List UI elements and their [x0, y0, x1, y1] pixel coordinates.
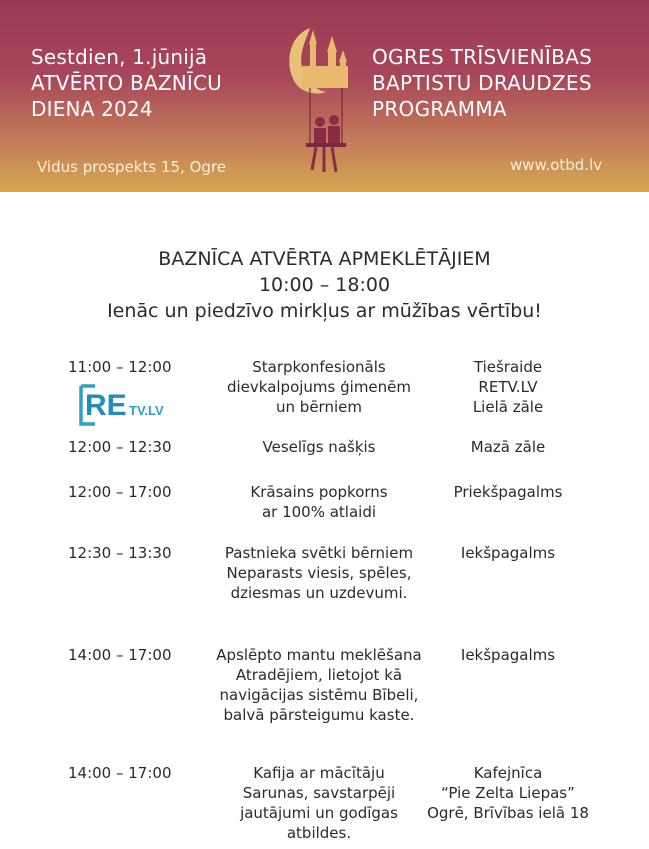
- activity-line: Apslēpto mantu meklēšana: [216, 646, 422, 664]
- activity-line: Pastnieka svētki bērniem: [224, 544, 414, 562]
- event-name-line1: ATVĒRTO BAZNĪCU: [31, 71, 222, 95]
- header-banner: [0, 0, 649, 192]
- retv-logo-main: RE: [85, 389, 127, 422]
- row-place: [418, 543, 598, 563]
- row-activity: [203, 357, 435, 417]
- intro-heading: BAZNĪCA ATVĒRTA APMEKLĒTĀJIEM: [158, 248, 491, 270]
- activity-line: Neparasts viesis, spēles,: [226, 564, 412, 582]
- row-place: [418, 482, 598, 502]
- row-place: [418, 763, 598, 823]
- retv-logo-sub: TV.LV: [129, 403, 164, 418]
- row-place: [418, 437, 598, 457]
- row-time: 14:00 – 17:00: [68, 646, 172, 664]
- intro-tagline: Ienāc un piedzīvo mirkļus ar mūžības vērtību!: [107, 300, 542, 322]
- activity-line: atbildes.: [286, 824, 352, 842]
- place-line: Lielā zāle: [472, 398, 544, 416]
- intro-hours: 10:00 – 18:00: [258, 274, 391, 296]
- row-time: 11:00 – 12:00: [68, 358, 172, 376]
- row-time: 12:00 – 17:00: [68, 483, 172, 501]
- activity-line: ar 100% atlaidi: [261, 503, 377, 521]
- program-title-line2: BAPTISTU DRAUDZES: [372, 71, 592, 95]
- row-time: 12:30 – 13:30: [68, 544, 172, 562]
- activity-line: Krāsains popkorns: [250, 483, 388, 501]
- event-date-title: [31, 44, 222, 122]
- row-time: 14:00 – 17:00: [68, 764, 172, 782]
- place-line: “Pie Zelta Liepas”: [441, 784, 575, 802]
- row-activity: [203, 437, 435, 457]
- activity-line: Sarunas, savstarpēji: [242, 784, 396, 802]
- website-link[interactable]: www.otbd.lv: [510, 156, 603, 174]
- row-place: [418, 645, 598, 665]
- activity-line: dziesmas un uzdevumi.: [230, 584, 408, 602]
- activity-line: Kafija ar mācītāju: [253, 764, 385, 782]
- activity-line: jautājumi un godīgas: [240, 804, 398, 822]
- activity-line: balvā pārsteigumu kaste.: [223, 706, 415, 724]
- place-line: Iekšpagalms: [460, 544, 556, 562]
- activity-line: navigācijas sistēmu Bībeli,: [219, 686, 419, 704]
- activity-line: Atradējiem, lietojot kā: [235, 666, 403, 684]
- event-name-line2: DIENA 2024: [31, 97, 153, 121]
- row-place: [418, 357, 598, 417]
- retv-logo-icon: [75, 380, 167, 430]
- opening-hours-intro: [0, 246, 649, 324]
- place-line: RETV.LV: [478, 378, 538, 396]
- row-activity: [203, 482, 435, 522]
- program-title-line3: PROGRAMMA: [372, 97, 507, 121]
- activity-line: un bērniem: [276, 398, 362, 416]
- activity-line: dievkalpojums ģimenēm: [226, 378, 412, 396]
- church-swing-emblem-icon: [280, 22, 362, 182]
- place-line: Mazā zāle: [470, 438, 546, 456]
- row-activity: [203, 543, 435, 603]
- row-activity: [203, 763, 435, 843]
- place-line: Priekšpagalms: [453, 483, 563, 501]
- place-line: Iekšpagalms: [460, 646, 556, 664]
- address: Vidus prospekts 15, Ogre: [37, 158, 226, 176]
- place-line: Kafejnīca: [473, 764, 543, 782]
- program-title-line1: OGRES TRĪSVIENĪBAS: [372, 45, 593, 69]
- place-line: Tiešraide: [473, 358, 543, 376]
- program-title: [372, 44, 592, 122]
- activity-line: Starpkonfesionāls: [252, 358, 386, 376]
- row-time: 12:00 – 12:30: [68, 438, 172, 456]
- place-line: Ogrē, Brīvības ielā 18: [427, 804, 589, 822]
- event-date: Sestdien, 1.jūnijā: [31, 45, 208, 69]
- row-activity: [203, 645, 435, 725]
- activity-line: Veselīgs našķis: [262, 438, 376, 456]
